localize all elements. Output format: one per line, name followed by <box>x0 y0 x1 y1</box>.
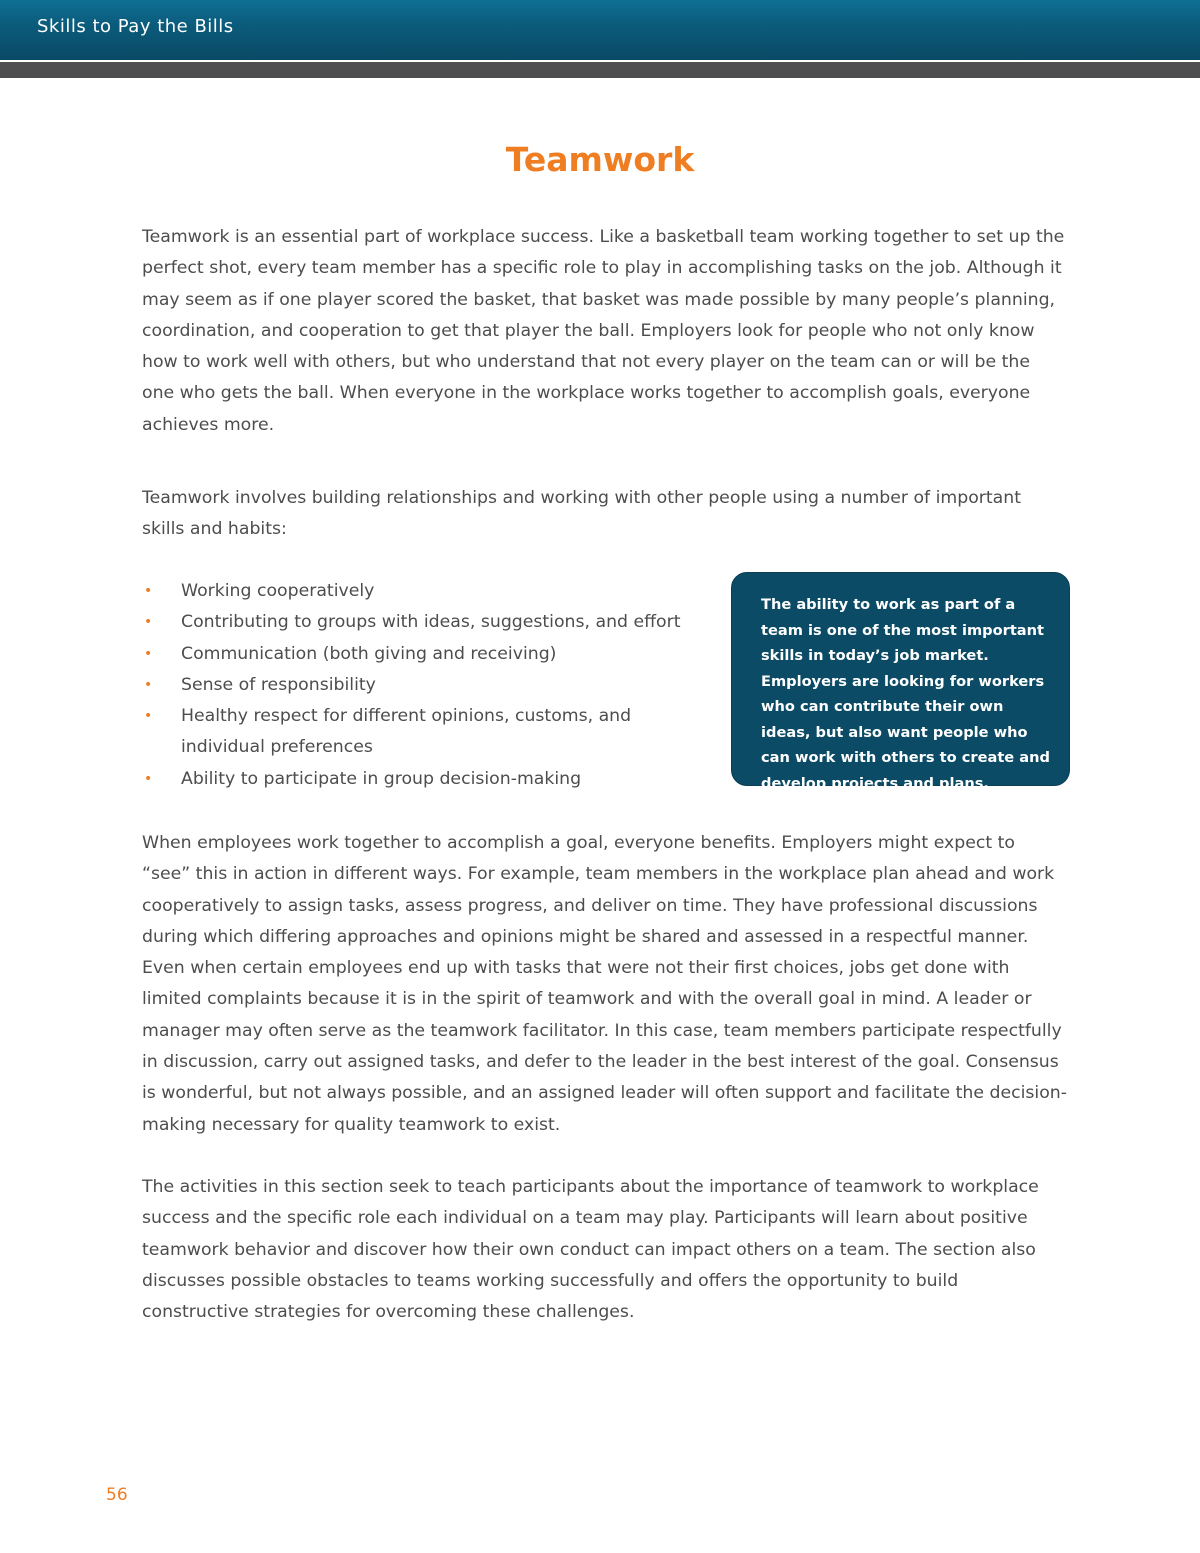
list-item <box>142 607 712 638</box>
list-item <box>142 576 712 607</box>
page-number: 56 <box>106 1485 128 1505</box>
list-item-text: Communication (both giving and receiving) <box>181 643 557 664</box>
list-item <box>142 701 712 764</box>
bullet-icon: • <box>144 676 153 693</box>
callout-text: The ability to work as part of a team is one of the most important skills in today’s job market. Employers are looking for workers who can contribute their own ideas, but also want people who can work with others to create and develop projects and plans. <box>761 596 1050 792</box>
header-title: Skills to Pay the Bills <box>37 16 234 37</box>
activities-paragraph: The activities in this section seek to teach participants about the importance of teamwork to workplace success and the specific role each individual on a team may play. Participants will learn about positive teamwork behavior and discover how their own conduct can impact others on a team. The section also discusses possible obstacles to teams working successfully and offers the opportunity to build constructive strategies for overcoming these challenges. <box>142 1177 1039 1323</box>
list-item-text: Contributing to groups with ideas, suggestions, and effort <box>181 612 681 633</box>
benefits-paragraph: When employees work together to accomplish a goal, everyone benefits. Employers might expect to “see” this in action in different ways. For example, team members in the workplace plan ahead and work cooperatively to assign tasks, assess progress, and deliver on time. They have professional discussions during which differing approaches and opinions might be shared and assessed in a respectful manner. Even when certain employees end up with tasks that were not their first choices, jobs get done with limited complaints because it is in the spirit of teamwork and with the overall goal in mind. A leader or manager may often serve as the teamwork facilitator. In this case, team members participate respectfully in discussion, carry out assigned tasks, and defer to the leader in the best interest of the goal. Consensus is wonderful, but not always possible, and an assigned leader will often support and facilitate the decision-making necessary for quality teamwork to exist. <box>142 833 1067 1135</box>
list-item <box>142 670 712 701</box>
bullet-icon: • <box>144 708 153 725</box>
page-title: Teamwork <box>505 140 695 179</box>
bullet-icon: • <box>144 614 153 631</box>
bullet-icon: • <box>144 770 153 787</box>
list-item-text: Working cooperatively <box>181 581 375 601</box>
list-item <box>142 639 712 670</box>
list-item-text: Sense of responsibility <box>181 674 376 695</box>
bullet-icon: • <box>144 583 153 599</box>
list-item-text: Healthy respect for different opinions, customs, and individual preferences <box>181 706 632 758</box>
skills-intro-paragraph: Teamwork involves building relationships and working with other people using a number of important skills and habits: <box>142 488 1022 540</box>
callout-box <box>731 572 1070 792</box>
bullet-icon: • <box>144 645 153 662</box>
list-item <box>142 764 712 795</box>
skills-list <box>142 576 712 795</box>
header-band <box>0 0 1200 60</box>
list-item-text: Ability to participate in group decision-making <box>181 768 582 789</box>
header-rule <box>0 62 1200 78</box>
intro-paragraph: Teamwork is an essential part of workplace success. Like a basketball team working together to set up the perfect shot, every team member has a specific role to play in accomplishing tasks on the job. Although it may seem as if one player scored the basket, that basket was made possible by many people’s planning, coordination, and cooperation to get that player the ball. Employers look for people who not only know how to work well with others, but who understand that not every player on the team can or will be the one who gets the ball. When everyone in the workplace works together to accomplish goals, everyone achieves more. <box>142 227 1065 435</box>
